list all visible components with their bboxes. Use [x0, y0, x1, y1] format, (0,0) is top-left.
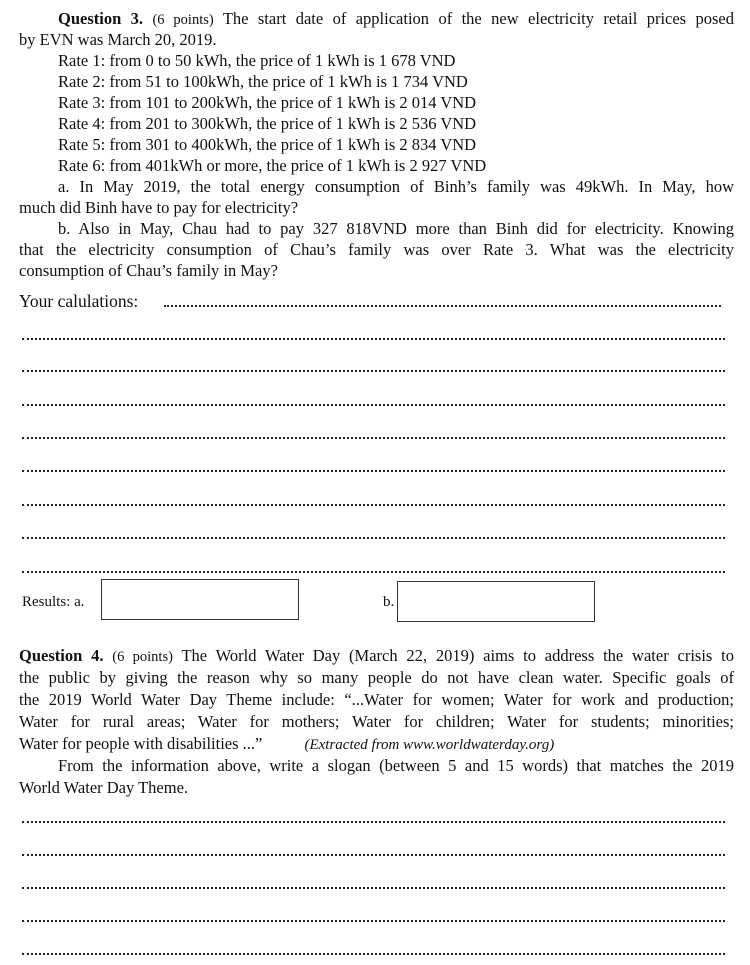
calculation-line-2[interactable]: [22, 370, 725, 372]
calculation-line-1[interactable]: [22, 338, 725, 340]
calculation-line-4[interactable]: [22, 437, 725, 439]
calculation-line-0[interactable]: [164, 305, 721, 307]
q3-intro-line2: by EVN was March 20, 2019.: [19, 30, 217, 49]
q4-title: Question 4.: [19, 646, 104, 665]
slogan-line-2[interactable]: [22, 854, 725, 856]
q4-line4: Water for rural areas; Water for mothers; Water for children; Water for students; minorities;: [19, 712, 734, 731]
q4-line3: the 2019 World Water Day Theme include: “...Water for women; Water for work and production;: [19, 690, 734, 709]
calculation-line-8[interactable]: [22, 571, 725, 573]
q3-intro-line1: [58, 8, 734, 31]
q4-points: (6 points): [112, 649, 173, 665]
q4-line1-text: The World Water Day (March 22, 2019) aims to address the water crisis to: [172, 646, 734, 665]
q4-prompt-line2: World Water Day Theme.: [19, 778, 189, 797]
rate-5: Rate 5: from 301 to 400kWh, the price of 1 kWh is 2 834 VND: [58, 135, 477, 154]
rate-4: Rate 4: from 201 to 300kWh, the price of 1 kWh is 2 536 VND: [58, 114, 477, 133]
q3-title: Question 3.: [58, 9, 144, 28]
calculation-line-5[interactable]: [22, 470, 725, 472]
q4-line5-text: Water for people with disabilities ...”: [19, 734, 263, 753]
answer-b-box[interactable]: [397, 581, 595, 622]
q4-line2: the public by giving the reason why so many people do not have clean water. Specific goals of: [19, 668, 734, 687]
q3-points: (6 points): [152, 12, 214, 28]
slogan-line-4[interactable]: [22, 920, 725, 922]
q4-source: (Extracted from www.worldwaterday.org): [304, 737, 555, 753]
slogan-line-1[interactable]: [22, 821, 725, 823]
answer-a-box[interactable]: [101, 579, 299, 620]
calculation-line-3[interactable]: [22, 404, 725, 406]
q3-part-a-line2: much did Binh have to pay for electricity?: [19, 198, 299, 217]
results-label-a: Results: a.: [22, 594, 85, 610]
calculations-label: Your calulations:: [19, 291, 139, 311]
q3-part-b-line2: that the electricity consumption of Chau’s family was over Rate 3. What was the electricity: [19, 240, 734, 259]
q3-part-a-line1: a. In May 2019, the total energy consumption of Binh’s family was 49kWh. In May, how: [58, 177, 734, 196]
rate-6: Rate 6: from 401kWh or more, the price of 1 kWh is 2 927 VND: [58, 156, 487, 175]
q4-line1: [19, 645, 734, 668]
calculation-line-7[interactable]: [22, 537, 725, 539]
q3-part-b-line1: b. Also in May, Chau had to pay 327 818VND more than Binh did for electricity. Knowing: [58, 219, 734, 238]
rate-3: Rate 3: from 101 to 200kWh, the price of 1 kWh is 2 014 VND: [58, 93, 477, 112]
calculation-line-6[interactable]: [22, 504, 725, 506]
q4-prompt-line1: From the information above, write a slogan (between 5 and 15 words) that matches the 2019: [58, 756, 734, 775]
slogan-line-3[interactable]: [22, 887, 725, 889]
results-label-b: b.: [383, 594, 395, 610]
rate-1: Rate 1: from 0 to 50 kWh, the price of 1 kWh is 1 678 VND: [58, 51, 456, 70]
rate-2: Rate 2: from 51 to 100kWh, the price of 1 kWh is 1 734 VND: [58, 72, 468, 91]
q4-line5: [19, 733, 734, 756]
q3-intro-text: The start date of application of the new electricity retail prices posed: [213, 9, 735, 28]
slogan-line-5[interactable]: [22, 953, 725, 955]
q3-part-b-line3: consumption of Chau’s family in May?: [19, 261, 278, 280]
